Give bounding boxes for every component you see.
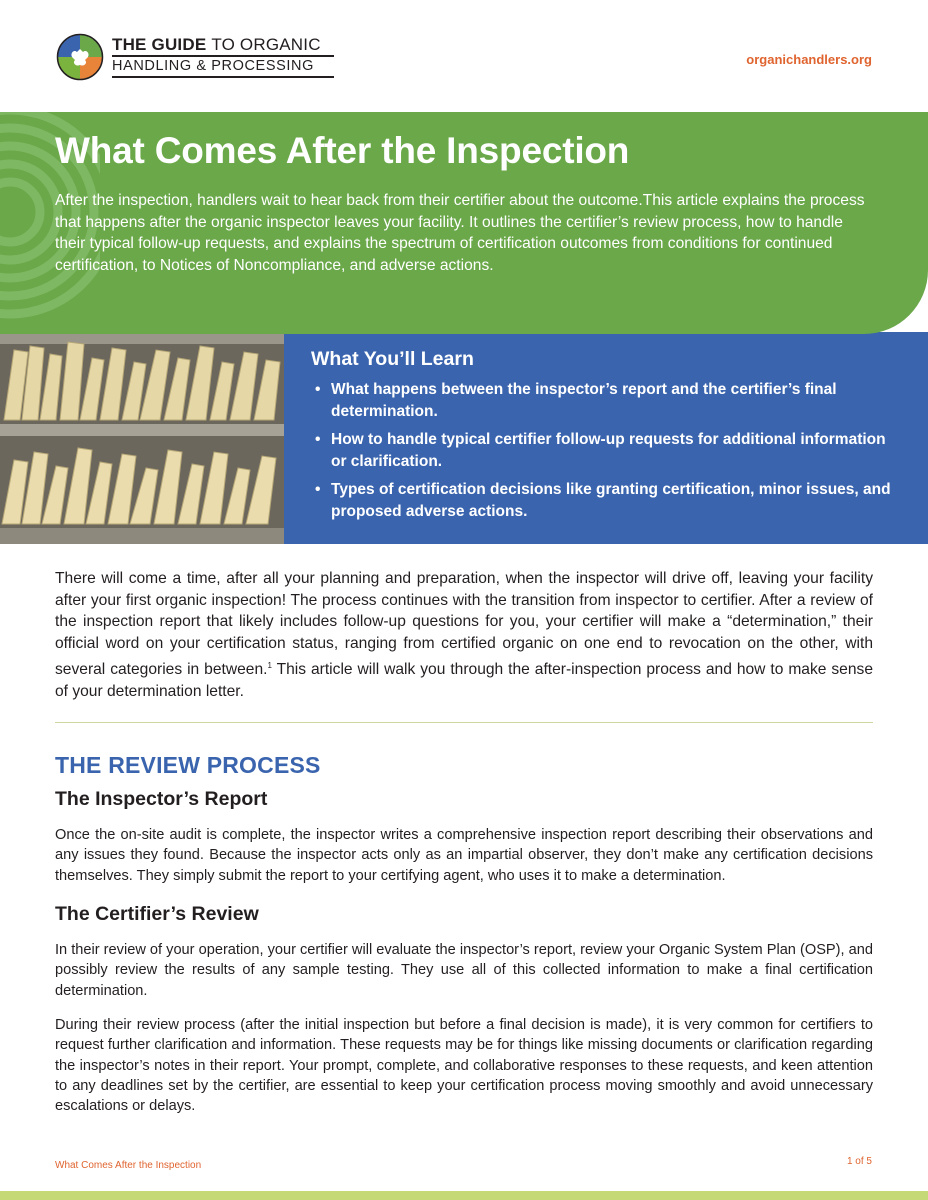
inspector-report-heading: The Inspector’s Report	[55, 788, 268, 810]
footer-bar	[0, 1191, 928, 1200]
logo-light-text: TO ORGANIC	[211, 35, 321, 54]
learn-list	[311, 379, 891, 522]
logo-rule	[112, 55, 334, 57]
logo-bold-text: THE GUIDE	[112, 35, 207, 54]
file-folders-photo	[0, 332, 284, 544]
file-folders-image	[0, 332, 284, 544]
logo-wordmark	[112, 36, 334, 78]
learn-item: • Types of certification decisions like granting certification, minor issues, and proposed adverse actions.	[311, 479, 891, 522]
logo-subtitle: HANDLING & PROCESSING	[112, 58, 314, 74]
certifier-review-paragraph-2: During their review process (after the initial inspection but before a final decision is made), it is very common for certifiers to request further clarification and information. These requests may be for things like missing documents or clarification regarding the inspector’s notes in their report. Your prompt, complete, and collaborative responses to these requests, and keen attention to any deadlines set by the certifier, are essential to keep your certification process moving smoothly and avoid unnecessary escalations or delays.	[55, 1017, 873, 1115]
learn-box	[311, 348, 891, 529]
section-divider	[55, 722, 873, 723]
page-header	[0, 0, 928, 112]
certifier-review-heading: The Certifier’s Review	[55, 903, 259, 925]
learn-band	[0, 332, 928, 544]
footnote-marker[interactable]: 1	[267, 660, 272, 670]
intro-text: There will come a time, after all your planning and preparation, when the inspector will drive off, leaving your facility after your first organic inspection! The process continues with the transition from inspector to certifier. After a review of the inspection report that likely includes follow-up questions for you, your certifier will make a “determination,” their official word on your certification status, ranging from certified organic on one end to revocation on the other, with several categories in between.	[55, 570, 873, 678]
page-title: What Comes After the Inspection	[55, 130, 630, 171]
certifier-review-paragraph: In their review of your operation, your certifier will evaluate the inspector’s report, review your Organic System Plan (OSP), and possibly review the results of any sample testing. They use all of this collected information to make a final certification determination.	[55, 942, 873, 999]
learn-heading: What You’ll Learn	[311, 348, 474, 370]
learn-item: • What happens between the inspector’s report and the certifier’s final determination.	[311, 379, 891, 422]
learn-item: • How to handle typical certifier follow-up requests for additional information or clarification.	[311, 429, 891, 472]
intro-text-cont: This article will walk you through the after-inspection process and how to make sense of your determination letter.	[55, 661, 873, 700]
logo-rule-bottom	[112, 76, 334, 78]
section-heading: THE REVIEW PROCESS	[55, 752, 321, 778]
inspector-report-paragraph: Once the on-site audit is complete, the inspector writes a comprehensive inspection report describing their observations and any issues they found. Because the inspector acts only as an impartial observer, they don’t make any certification decisions themselves. They simply submit the report to your certifying agent, who uses it to make a determination.	[55, 827, 873, 884]
hero-description: After the inspection, handlers wait to hear back from their certifier about the outcome.This article explains the process that happens after the organic inspector leaves your facility. It outlines the certifier’s review process, how to handle their typical follow-up requests, and explains the spectrum of certification outcomes from conditions for continued certification, to Notices of Noncompliance, and adverse actions.	[55, 192, 865, 274]
puzzle-logo-icon	[56, 33, 104, 81]
intro-paragraph	[55, 568, 873, 702]
site-url-link[interactable]: organichandlers.org	[746, 52, 872, 67]
page-number: 1 of 5	[846, 1156, 872, 1167]
footer-doc-title: What Comes After the Inspection	[55, 1160, 202, 1171]
hero-banner	[0, 112, 928, 334]
